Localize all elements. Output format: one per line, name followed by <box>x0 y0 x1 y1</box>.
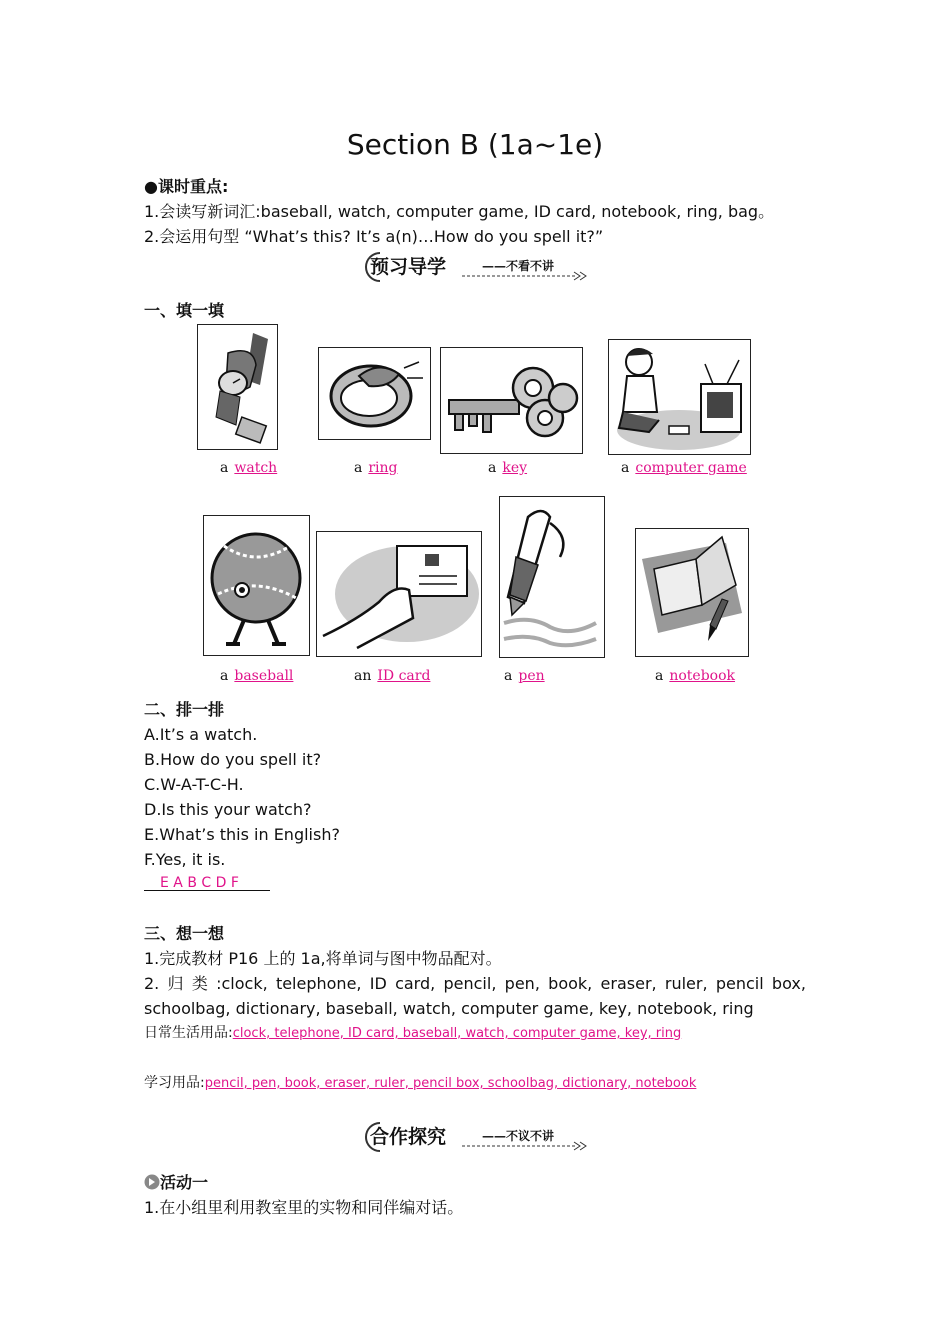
part3-line-2 <box>144 971 806 996</box>
word: ID <box>369 974 387 993</box>
focus-heading: ●课时重点: <box>144 177 229 196</box>
part2-heading: 二、排一排 <box>144 700 225 719</box>
word: eraser, <box>600 974 657 993</box>
computer-game-icon <box>609 340 750 454</box>
part1-heading: 一、填一填 <box>144 301 225 320</box>
picture-id-card <box>316 531 482 657</box>
caption-word: ring <box>368 460 398 476</box>
banner-main-text: 预习导学 <box>370 256 447 278</box>
ring-icon <box>319 348 430 439</box>
notebook-icon <box>636 529 748 656</box>
part3-line-3: schoolbag, dictionary, baseball, watch, computer game, key, notebook, ring <box>144 999 754 1018</box>
part3-heading: 三、想一想 <box>144 924 225 943</box>
study-items-answer: pencil, pen, book, eraser, ruler, pencil box, schoolbag, dictionary, notebook <box>204 1076 697 1091</box>
word: 2. <box>144 974 160 993</box>
picture-ring <box>318 347 431 440</box>
arrow-bullet-icon <box>144 1174 160 1190</box>
caption-ring <box>354 460 398 476</box>
word: card, <box>395 974 436 993</box>
picture-baseball <box>203 515 310 656</box>
caption-notebook <box>655 668 735 684</box>
word: 类 <box>191 974 208 993</box>
caption-watch <box>220 460 277 476</box>
activity-heading-row <box>144 1170 208 1195</box>
key-icon <box>441 348 582 453</box>
word: :clock, <box>216 974 268 993</box>
page-title: Section B (1a~1e) <box>346 128 604 161</box>
watch-icon <box>198 325 277 449</box>
caption-article: a <box>220 460 229 476</box>
caption-word: ID card <box>377 668 431 684</box>
option-a: A.It’s a watch. <box>144 725 258 744</box>
id-card-icon <box>317 532 481 656</box>
caption-pen <box>504 668 545 684</box>
study-items-row <box>144 1071 696 1096</box>
word: pen, <box>504 974 540 993</box>
banner-preview <box>362 250 588 284</box>
picture-pen <box>499 496 605 658</box>
banner-sub-text: ——不议不讲 <box>482 1129 555 1143</box>
caption-word: key <box>502 460 528 476</box>
caption-id-card <box>354 668 430 684</box>
picture-computer-game <box>608 339 751 455</box>
word: telephone, <box>275 974 362 993</box>
caption-article: a <box>220 668 229 684</box>
option-d: D.Is this your watch? <box>144 800 312 819</box>
daily-items-answer: clock, telephone, ID card, baseball, watch, computer game, key, ring <box>232 1026 682 1041</box>
caption-article: a <box>354 460 363 476</box>
daily-items-label: 日常生活用品: <box>144 1025 233 1041</box>
word: pencil <box>715 974 764 993</box>
activity-heading: 活动一 <box>160 1173 209 1192</box>
caption-word: pen <box>518 668 545 684</box>
banner-main-text: 合作探究 <box>370 1126 447 1148</box>
caption-word: watch <box>234 460 278 476</box>
part3-line-1: 1.完成教材 P16 上的 1a,将单词与图中物品配对。 <box>144 949 502 968</box>
caption-word: notebook <box>669 668 736 684</box>
banner-cooperation <box>362 1120 588 1154</box>
picture-watch <box>197 324 278 450</box>
word: book, <box>548 974 593 993</box>
option-c: C.W-A-T-C-H. <box>144 775 244 794</box>
study-items-label: 学习用品: <box>144 1075 205 1091</box>
option-f: F.Yes, it is. <box>144 850 226 869</box>
banner-sub-text: ——不看不讲 <box>482 259 555 273</box>
pen-icon <box>500 497 604 657</box>
word: pencil, <box>443 974 497 993</box>
option-b: B.How do you spell it? <box>144 750 322 769</box>
caption-article: a <box>488 460 497 476</box>
caption-article: a <box>504 668 513 684</box>
caption-article: an <box>354 668 372 684</box>
focus-line-2: 2.会运用句型 “What’s this? It’s a(n)…How do you spell it?” <box>144 227 604 246</box>
word: ruler, <box>664 974 708 993</box>
caption-key <box>488 460 527 476</box>
focus-line-1: 1.会读写新词汇:baseball, watch, computer game, ID card, notebook, ring, bag。 <box>144 202 775 221</box>
option-e: E.What’s this in English? <box>144 825 340 844</box>
word: 归 <box>167 974 184 993</box>
word: box, <box>771 974 806 993</box>
order-answer-blank <box>144 872 270 891</box>
caption-word: computer game <box>635 460 747 476</box>
caption-computer-game <box>621 460 747 476</box>
picture-key <box>440 347 583 454</box>
order-answer: E A B C D F <box>160 875 239 891</box>
caption-baseball <box>220 668 293 684</box>
daily-items-row <box>144 1021 681 1046</box>
baseball-icon <box>204 516 309 655</box>
activity-line-1: 1.在小组里利用教室里的实物和同伴编对话。 <box>144 1198 464 1217</box>
caption-article: a <box>655 668 664 684</box>
picture-notebook <box>635 528 749 657</box>
caption-article: a <box>621 460 630 476</box>
caption-word: baseball <box>234 668 294 684</box>
